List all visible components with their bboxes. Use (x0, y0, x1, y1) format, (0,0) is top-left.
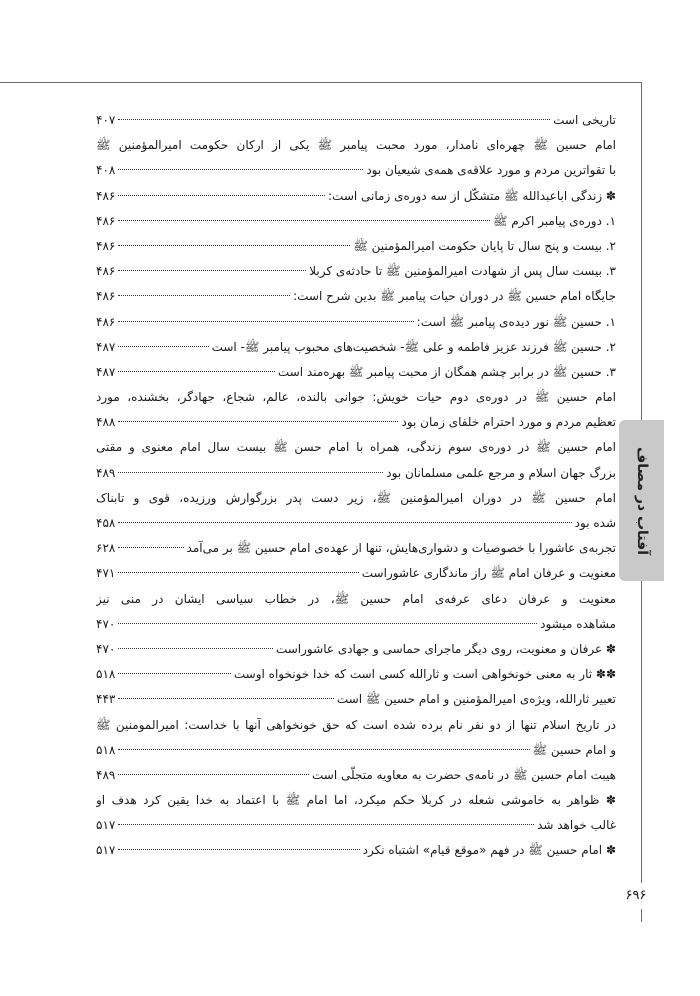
toc-entry (96, 637, 616, 662)
toc-entry-page: ۴۸۹ (96, 767, 116, 782)
dot-leader (118, 321, 413, 322)
toc-entry (96, 133, 616, 158)
toc-entry-text: هیبت امام حسین ﷺ در نامه‌ی حضرت به معاویه متجلّی است (311, 767, 616, 782)
toc-entry-page: ۴۷۱ (96, 566, 116, 581)
dot-leader (118, 371, 275, 372)
toc-entry-text: ✽ امام حسین ﷺ در فهم «موقع قیام» اشتباه نکرد (362, 843, 616, 858)
toc-entry-text: مشاهده میشود (540, 616, 616, 631)
dot-leader (118, 623, 537, 624)
toc-entry-page: ۵۱۸ (96, 742, 116, 757)
toc-entry-page: ۴۰۸ (96, 163, 116, 178)
header-rule (0, 82, 642, 83)
toc-entry-page: ۴۸۶ (96, 213, 116, 228)
toc-entry-page: ۴۸۶ (96, 238, 116, 253)
table-of-contents (96, 108, 616, 864)
toc-entry (96, 713, 616, 738)
toc-entry-page: ۵۱۸ (96, 667, 116, 682)
dot-leader (118, 119, 550, 120)
dot-leader (118, 195, 325, 196)
dot-leader (118, 849, 359, 850)
toc-entry-text: ۲. حسین ﷺ فرزند عزیز فاطمه و علی ﷺ- شخصیت‌های محبوب پیامبر ﷺ- است (211, 339, 616, 354)
toc-entry (96, 234, 616, 259)
toc-entry (96, 259, 616, 284)
toc-entry-page: ۶۲۸ (96, 541, 116, 556)
toc-entry-text: ۱. حسین ﷺ نور دیده‌ی پیامبر ﷺ است: (416, 314, 616, 329)
toc-entry-text: امام حسین ﷺ چهره‌ای نامدار، مورد محبت پیامبر ﷺ یکی از ارکان حکومت امیرالمؤمنین ﷺ (96, 138, 616, 153)
toc-entry-page: ۵۱۷ (96, 818, 116, 833)
toc-entry (96, 612, 616, 637)
dot-leader (118, 472, 383, 473)
toc-entry-text: تاریخی است (553, 113, 616, 127)
toc-entry-text: ۳. حسین ﷺ در برابر چشم همگان از محبت پیامبر ﷺ بهره‌مند است (277, 364, 616, 379)
toc-entry (96, 536, 616, 561)
toc-entry (96, 738, 616, 763)
dot-leader (118, 547, 183, 548)
toc-entry (96, 687, 616, 712)
toc-entry (96, 360, 616, 385)
toc-entry-text: ✽ عرفان و معنویت، روی دیگر ماجرای حماسی و جهادی عاشوراست (275, 641, 616, 656)
side-tab-label: آفتاب در مصاف (633, 446, 650, 555)
toc-entry-text: ۳. بیست سال پس از شهادت امیرالمؤمنین ﷺ تا حادثه‌ی کربلا (309, 264, 616, 279)
dot-leader (118, 220, 490, 221)
toc-entry (96, 461, 616, 486)
toc-entry-text: در تاریخ اسلام تنها از دو نفر نام برده شده است که حق خونخواهی آنها با خداست: امیرالمومنین ﷺ (96, 717, 616, 732)
dot-leader (118, 295, 290, 296)
toc-entry (96, 511, 616, 536)
toc-entry-page: ۴۴۳ (96, 692, 116, 707)
toc-entry-text: ✽✽ ثار به معنی خونخواهی است و ثارالله کسی است که خدا خونخواه اوست (233, 667, 616, 682)
toc-entry-text: امام حسین ﷺ در دوران امیرالمؤمنین ﷺ، زیر دست پدر بزرگوارش ورزیده، قوی و تابناک (96, 490, 616, 505)
toc-entry-text: جایگاه امام حسین ﷺ در دوران حیات پیامبر ﷺ بدین شرح است: (293, 289, 616, 304)
dot-leader (118, 522, 571, 523)
toc-entry-page: ۴۰۷ (96, 113, 116, 127)
toc-entry-page: ۴۷۰ (96, 641, 116, 656)
toc-entry-text: تعبیر ثارالله، ویژه‌ی امیرالمؤمنین و امام حسین ﷺ است (336, 692, 616, 707)
toc-entry (96, 838, 616, 863)
toc-entry (96, 486, 616, 511)
toc-entry-text: و امام حسین ﷺ (532, 742, 616, 757)
toc-entry (96, 158, 616, 183)
page-number: ۶۹۶ (621, 883, 651, 909)
side-tab (619, 420, 664, 581)
toc-entry (96, 813, 616, 838)
toc-entry-text: ✽ ظواهر به خاموشی شعله در کربلا حکم میکرد، اما امام ﷺ با اعتماد به خدا یقین کرد هدف او (96, 793, 616, 808)
dot-leader (118, 698, 334, 699)
toc-entry-page: ۴۸۶ (96, 264, 116, 279)
toc-entry-page: ۴۷۰ (96, 616, 116, 631)
toc-entry (96, 108, 616, 133)
toc-entry-page: ۴۸۷ (96, 339, 116, 354)
toc-entry-text: معنویت و عرفان دعای عرفه‌ی امام حسین ﷺ، در خطاب سیاسی ایشان در منی نیز (96, 591, 616, 606)
dot-leader (118, 774, 309, 775)
toc-entry-text: غالب خواهد شد (537, 818, 616, 833)
toc-entry-page: ۴۸۶ (96, 188, 116, 203)
toc-entry (96, 284, 616, 309)
toc-entry-text: تعظیم مردم و مورد احترام خلفای زمان بود (401, 415, 616, 430)
toc-entry (96, 209, 616, 234)
toc-entry-page: ۴۸۸ (96, 415, 116, 430)
toc-entry (96, 561, 616, 586)
toc-entry (96, 310, 616, 335)
toc-entry-page: ۴۸۷ (96, 364, 116, 379)
dot-leader (118, 346, 208, 347)
toc-entry (96, 184, 616, 209)
dot-leader (118, 673, 231, 674)
toc-entry-text: با تقواترین مردم و مورد علاقه‌ی همه‌ی شیعیان بود (366, 163, 616, 178)
dot-leader (118, 270, 306, 271)
toc-entry (96, 435, 616, 460)
toc-entry (96, 587, 616, 612)
toc-entry-text: تجربه‌ی عاشورا با خصوصیات و دشواری‌هایش، تنها از عهده‌ی امام حسین ﷺ بر می‌آمد (186, 541, 616, 556)
dot-leader (118, 421, 398, 422)
toc-entry-text: بزرگ جهان اسلام و مرجع علمی مسلمانان بود (386, 465, 616, 480)
toc-entry-page: ۴۸۶ (96, 289, 116, 304)
dot-leader (118, 572, 358, 573)
toc-entry-text: ۲. بیست و پنج سال تا پایان حکومت امیرالمؤمنین ﷺ (353, 238, 616, 253)
toc-entry (96, 385, 616, 410)
toc-entry-text: امام حسین ﷺ در دوره‌ی دوم حیات خویش: جوانی بالنده، عالم، شجاع، جهادگر، بخشنده، مورد (96, 390, 616, 405)
toc-entry-page: ۴۸۶ (96, 314, 116, 329)
toc-entry (96, 788, 616, 813)
toc-entry-page: ۵۱۷ (96, 843, 116, 858)
toc-entry-text: امام حسین ﷺ در دوره‌ی سوم زندگی، همراه با امام حسن ﷺ بیست سال امام معنوی و مقتی (96, 440, 616, 455)
dot-leader (118, 749, 529, 750)
toc-entry (96, 763, 616, 788)
dot-leader (118, 169, 363, 170)
toc-entry-text: شده بود (574, 516, 616, 530)
toc-entry-text: ✽ زندگی اباعبدالله ﷺ متشکّل از سه دوره‌ی زمانی است: (328, 188, 616, 203)
toc-entry-text: ۱. دوره‌ی پیامبر اکرم ﷺ (492, 213, 616, 228)
toc-entry-page: ۴۵۸ (96, 516, 116, 530)
toc-entry (96, 335, 616, 360)
toc-entry (96, 410, 616, 435)
dot-leader (118, 648, 273, 649)
toc-entry (96, 662, 616, 687)
toc-entry-text: معنویت و عرفان امام ﷺ راز ماندگاری عاشوراست (361, 566, 616, 581)
toc-entry-page: ۴۸۹ (96, 465, 116, 480)
dot-leader (118, 824, 534, 825)
dot-leader (118, 245, 350, 246)
